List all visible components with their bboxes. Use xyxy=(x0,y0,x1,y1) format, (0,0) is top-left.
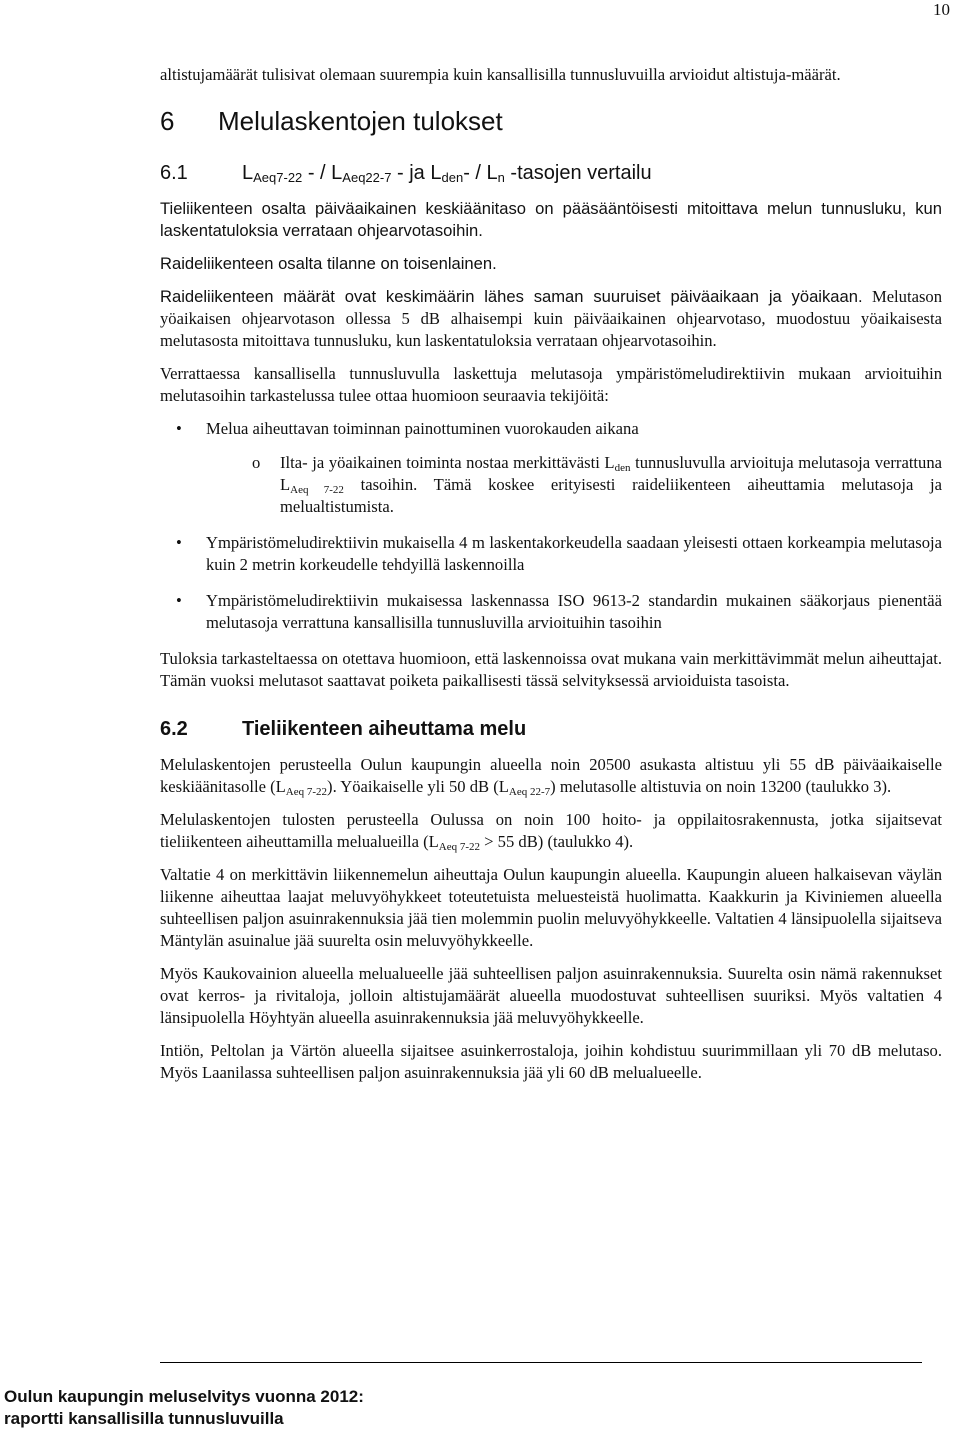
sub-item-subscript: den xyxy=(614,462,631,474)
footer-line-2: raportti kansallisilla tunnusluvuilla xyxy=(4,1409,284,1428)
paragraph-schools-care: Melulaskentojen tulosten perusteella Oulussa on noin 100 hoito- ja oppilaitosrakennusta, jotka sijaitsevat tieliikenteen aiheuttamilla melualueilla ($L_{Aeq 7-22} > 55$ dB) (taulukko 4). xyxy=(160,810,942,853)
section-6-2-number: 6.2 xyxy=(160,718,188,740)
list-item-text: Ympäristömeludirektiivin mukaisessa laskennassa ISO 9613-2 standardin mukainen sääkorjaus pienentää melutasoja verrattuna kansallisilla tunnusluvilla arvioituihin tasoihin xyxy=(206,591,942,632)
intro-paragraph: altistujamäärät tulisivat olemaan suurempia kuin kansallisilla tunnusluvuilla arvioidut altistuja-määrät. xyxy=(160,65,841,84)
sub-item-subscript: Aeq 7-22 xyxy=(290,484,344,496)
page-number: 10 xyxy=(933,0,950,19)
heading-part: L xyxy=(242,162,254,184)
list-item-text: Melua aiheuttavan toiminnan painottuminen vuorokauden aikana xyxy=(206,419,639,438)
paragraph-exposed-residents: Melulaskentojen perusteella Oulun kaupungin alueella noin 20500 asukasta altistuu yli 55 dB päiväaikaiselle keskiäänitasolle $(L_{Aeq 7-22})$. Yöaikaiselle yli 50 dB $(L_{Aeq 22-7})$ melutasolle altistuvia on noin 13200 (taulukko 3). xyxy=(160,755,942,798)
bullet-icon: • xyxy=(176,533,182,552)
paragraph-valtatie-4: Valtatie 4 on merkittävin liikennemelun aiheuttaja Oulun kaupungin alueella. Kaupungin alueen halkaisevan väylän liikenne aiheuttaa laajat meluvyöhykkeet toteutetuista meluesteistä huolimatta. Kaakkurin ja Kiviniemen alueella suhteellisen paljon asuinrakennuksia jää tien molemmin puolin meluvyöhykkeelle. Valtatien 4 länsipuolella sijaitseva Mäntylän asuinalue jää suurelta osin meluvyöhykkeelle. xyxy=(160,865,942,950)
paragraph-rail-night-serif: Melutason yöaikaisen ohjearvotason ollessa 5 dB alhaisempi kuin päiväaikainen ohjearvotaso, muodostuu yöaikaisesta melutasosta mitoittava tunnusluku, kun laskentatuloksia verrataan ohjearvotasoihin. xyxy=(160,287,942,350)
paragraph-kaukovainio: Myös Kaukovainion alueella melualueelle jää suhteellisen paljon asuinrakennuksia. Suurelta osin nämä rakennukset ovat kerros- ja rivitaloja, jolloin altistujamäärät alueella muodostuvat suhteellisen suuriksi. Myös valtatien 4 länsipuolella Höyhtyän alueella asuinrakennuksia jää meluvyöhykkeelle. xyxy=(160,964,942,1027)
footer-line-1: Oulun kaupungin meluselvitys vuonna 2012: xyxy=(4,1387,364,1406)
section-6-heading xyxy=(160,106,942,136)
heading-subscript: Aeq7-22 xyxy=(253,170,303,185)
paragraph-intio: Intiön, Peltolan ja Värtön alueella sijaitsee asuinkerrostaloja, joihin kohdistuu suurimmillaan yli 70 dB melutaso. Myös Laanilassa suhteellisen paljon asuinrakennuksia jää yli 60 dB melualueelle. xyxy=(160,1041,942,1082)
section-6-title: Melulaskentojen tulokset xyxy=(218,106,503,136)
footer-divider xyxy=(160,1362,922,1363)
heading-part: - / L xyxy=(463,162,498,184)
sub-list-item xyxy=(206,452,942,518)
section-6-1-heading xyxy=(160,162,942,184)
list-item xyxy=(160,532,942,576)
heading-subscript: den xyxy=(441,170,464,185)
heading-subscript: n xyxy=(497,170,505,185)
sub-item-text: Ilta- ja yöaikainen toiminta nostaa merkittävästi L xyxy=(280,453,615,472)
heading-subscript: Aeq22-7 xyxy=(342,170,392,185)
bullet-icon: • xyxy=(176,591,182,610)
sub-bullet-marker: o xyxy=(252,453,261,472)
footer xyxy=(4,1386,364,1430)
list-item-text: Ympäristömeludirektiivin mukaisella 4 m laskentakorkeudella saadaan yleisesti ottaen korkeampia melutasoja kuin 2 metrin korkeudelle tehdyillä laskennoilla xyxy=(206,533,942,574)
list-item xyxy=(160,418,942,518)
paragraph-results-note: Tuloksia tarkasteltaessa on otettava huomioon, että laskennoissa ovat mukana vain merkittävimmät melun aiheuttajat. Tämän vuoksi melutasot saattavat poiketa paikallisesti tässä selvityksessä arvioiduista tasoista. xyxy=(160,649,942,690)
sub-item-text: tunnusluvulla arvioituja melutasoja verrattuna L xyxy=(280,453,942,494)
paragraph-rail-traffic: Raideliikenteen osalta tilanne on toisenlainen. xyxy=(160,254,497,273)
section-6-1-number: 6.1 xyxy=(160,162,188,184)
heading-part: - ja L xyxy=(391,162,442,184)
sub-item-text: tasoihin. Tämä koskee erityisesti raideliikenteen aiheuttamia melutasoja ja melualtistumista. xyxy=(280,475,942,516)
list-item xyxy=(160,590,942,634)
page-content xyxy=(160,64,942,1095)
paragraph-comparison: Verrattaessa kansallisella tunnusluvulla laskettuja melutasoja ympäristömeludirektiivin mukaan arvioituihin melutasoihin tarkastelussa tulee ottaa huomioon seuraavia tekijöitä: xyxy=(160,364,942,405)
section-6-number: 6 xyxy=(160,106,175,136)
paragraph-road-traffic: Tieliikenteen osalta päiväaikainen keskiäänitaso on pääsääntöisesti mitoittava melun tunnusluku, kun laskentatuloksia verrataan ohjearvotasoihin. xyxy=(160,199,942,240)
bullet-icon: • xyxy=(176,419,182,438)
factors-list xyxy=(160,418,942,634)
section-6-2-heading xyxy=(160,718,942,740)
section-6-2-title: Tieliikenteen aiheuttama melu xyxy=(242,718,527,740)
paragraph-rail-night-sans: Raideliikenteen määrät ovat keskimäärin lähes saman suuruiset päiväaikaan ja yöaikaan. xyxy=(160,287,863,306)
paragraph-rail-night xyxy=(160,286,942,352)
heading-part: -tasojen vertailu xyxy=(504,162,652,184)
heading-part: - / L xyxy=(302,162,343,184)
